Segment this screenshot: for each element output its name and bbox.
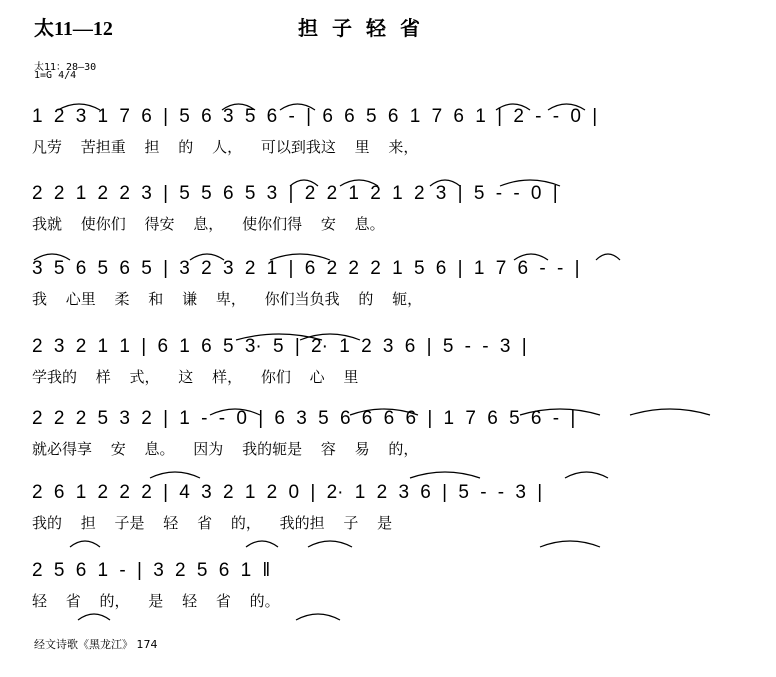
lyric-line: 凡劳 苦担重 担 的 人， 可以到我这 里 来， [32,138,419,156]
slur-mark [280,104,315,110]
scripture-reference: 太11：28—30 [34,62,97,73]
lyric-line: 我就 使你们 得安 息， 使你们得 安 息。 [32,215,385,233]
slur-mark [210,409,260,415]
slur-mark [308,541,352,547]
slur-mark [78,614,110,620]
slur-mark [246,541,278,547]
notation-line: 2 2 1 2 2 3 | 5 5 6 5 3 | 2 2 1 2 1 2 3 | 5 - - 0 | [32,183,558,204]
slur-mark [350,409,418,415]
slur-mark [630,409,710,415]
slur-mark [290,180,318,186]
slur-mark [70,541,100,547]
notation-line: 2 5 6 1 - | 3 2 5 6 1 ‖ [32,560,271,581]
slur-mark [300,334,360,340]
slur-mark [548,104,585,110]
slur-mark [540,541,600,547]
notation-line: 2 3 2 1 1 | 6 1 6 5 3· 5 | 2· 1 2 3 6 | 5 - - 3 | [32,336,527,357]
slur-mark [340,180,378,186]
slur-mark [34,254,70,260]
hymn-number: 太11—12 [34,18,113,40]
lyric-line: 轻 省 的， 是 轻 省 的。 [32,592,280,610]
slur-mark [150,472,200,478]
slur-mark [222,104,255,110]
notation-line: 1 2 3 1 7 6 | 5 6 3 5 6 - | 6 6 5 6 1 7 6 1 | 2 - - 0 | [32,106,598,127]
slur-mark [430,180,460,186]
lyric-line: 我 心里 柔 和 谦 卑， 你们当负我 的 轭， [32,290,423,308]
key-signature: 1=G 4/4 [34,70,77,81]
slur-mark [514,254,548,260]
lyric-line: 学我的 样 式， 这 样， 你们 心 里 [32,368,359,386]
slur-mark [270,254,330,260]
slur-mark [500,180,560,186]
notation-line: 3 5 6 5 6 5 | 3 2 3 2 1 | 6 2 2 2 1 5 6 | 1 7 6 - - | [32,258,580,279]
slur-mark [596,254,620,260]
slur-mark [520,409,600,415]
slur-mark [496,104,530,110]
slur-mark [190,254,224,260]
notation-line: 2 6 1 2 2 2 | 4 3 2 1 2 0 | 2· 1 2 3 6 | 5 - - 3 | [32,482,543,503]
slur-mark [58,104,100,110]
slur-mark [410,472,480,478]
slur-mark [565,472,608,478]
page-title: 担子轻省 [298,16,434,40]
slur-mark [296,614,340,620]
lyric-line: 就必得享 安 息。 因为 我的轭是 容 易 的， [32,440,419,458]
lyric-line: 我的 担 子是 轻 省 的， 我的担 子 是 [32,514,393,532]
source-footer: 经文诗歌《黑龙江》 174 [34,638,158,651]
notation-line: 2 2 2 5 3 2 | 1 - - 0 | 6 3 5 6 6 6 6 | 1 7 6 5 6 - | [32,408,576,429]
